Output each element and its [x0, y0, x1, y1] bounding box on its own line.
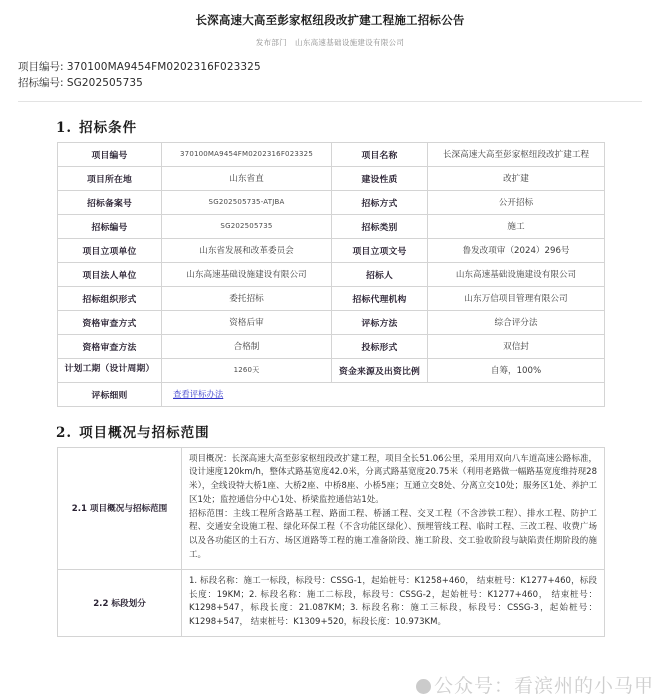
table-key-cell: 建设性质	[332, 166, 428, 190]
table-row	[58, 238, 605, 262]
header-divider	[18, 101, 642, 102]
lots-paragraph: 1. 标段名称：施工一标段，标段号：CSSG-1，起始桩号：K1258+460， 结束桩号：K1277+460，标段长度：19KM；2. 标段名称：施工二标段，标段号：CSSG-2，起始桩号：K1277+460， 结束桩号：K1298+547，标段长度：21.087KM；3. 标段名称：施工三标段，标段号：CSSG-3，起始桩号：K1298+547， 结束桩号：K1309+520，标段长度：10.973KM。	[189, 575, 597, 628]
table-key-cell: 招标备案号	[58, 190, 162, 214]
table-key-cell: 资格审查方法	[58, 334, 162, 358]
identifier-block	[18, 59, 660, 92]
table-row	[58, 286, 605, 310]
table-value-cell: 370100MA9454FM0202316F023325	[162, 142, 332, 166]
publisher-line	[0, 37, 660, 48]
table-key-cell: 项目名称	[332, 142, 428, 166]
table-key-cell: 招标编号	[58, 214, 162, 238]
view-evaluation-method-link[interactable]: 查看评标办法	[173, 389, 224, 400]
table-key-cell: 招标组织形式	[58, 286, 162, 310]
project-overview-paragraph: 项目概况：长深高速大高至彭家枢纽段改扩建工程，项目全长51.06公里，采用用双向八车道高速公路标准，设计速度120km/h，整体式路基宽度42.0米，分离式路基宽度20.75米（利用老路做一幅路基宽度维持现28米），全线设特大桥1座、大桥2座、中桥8座、小桥5座；互通立交8处、分离立交10处；服务区1处、养护工区1处；监控通信分中心1处、桥梁监控通信站1处。	[189, 453, 597, 505]
table-value-cell: 山东万信项目管理有限公司	[428, 286, 605, 310]
table-row	[58, 142, 605, 166]
section-2-number: 2.	[56, 424, 73, 441]
project-number-row	[18, 59, 660, 75]
evaluation-rules-label: 评标细则	[58, 382, 162, 406]
table-key-cell: 项目法人单位	[58, 262, 162, 286]
tender-number-row	[18, 75, 660, 91]
table-row	[58, 382, 605, 406]
table-row	[58, 569, 605, 636]
table-key-cell: 招标代理机构	[332, 286, 428, 310]
table-value-cell: 施工	[428, 214, 605, 238]
evaluation-rules-cell	[162, 382, 605, 406]
watermark	[416, 671, 654, 698]
table-value-cell: 双信封	[428, 334, 605, 358]
document-title: 长深高速大高至彭家枢纽段改扩建工程施工招标公告	[195, 13, 465, 27]
table-value-cell: 山东省直	[162, 166, 332, 190]
table-key-cell: 项目编号	[58, 142, 162, 166]
tender-conditions-table	[57, 142, 605, 407]
tender-number-value: SG202505735	[66, 77, 143, 90]
table-value-cell: 1260天	[162, 358, 332, 382]
table-value-cell: 合格制	[162, 334, 332, 358]
table-value-cell: 山东高速基础设施建设有限公司	[428, 262, 605, 286]
table-key-cell: 项目立项文号	[332, 238, 428, 262]
table-row	[58, 190, 605, 214]
table-row	[58, 166, 605, 190]
tender-number-label: 招标编号:	[18, 77, 64, 90]
lots-row-label: 2.2 标段划分	[58, 569, 182, 636]
table-row	[58, 334, 605, 358]
table-value-cell: 委托招标	[162, 286, 332, 310]
project-scope-table	[57, 447, 605, 637]
section-1-heading	[56, 116, 660, 136]
table-key-cell: 招标方式	[332, 190, 428, 214]
project-number-label: 项目编号:	[18, 61, 64, 74]
table-row	[58, 447, 605, 569]
table-value-cell: 资格后审	[162, 310, 332, 334]
table-value-cell: 山东省发展和改革委员会	[162, 238, 332, 262]
table-key-cell: 投标形式	[332, 334, 428, 358]
section-1-number: 1.	[56, 119, 73, 136]
table-value-cell: 综合评分法	[428, 310, 605, 334]
table-value-cell: 山东高速基础设施建设有限公司	[162, 262, 332, 286]
table-value-cell: 公开招标	[428, 190, 605, 214]
watermark-logo-icon	[416, 679, 431, 694]
publisher-name: 山东高速基础设施建设有限公司	[295, 38, 405, 48]
table-row	[58, 214, 605, 238]
table-key-cell: 项目所在地	[58, 166, 162, 190]
table-key-cell: 项目立项单位	[58, 238, 162, 262]
table-key-cell: 计划工期（设计周期）	[58, 358, 162, 382]
table-key-cell: 评标方法	[332, 310, 428, 334]
table-value-cell: 鲁发改项审（2024）296号	[428, 238, 605, 262]
project-number-value: 370100MA9454FM0202316F023325	[66, 61, 261, 74]
scope-row-content	[182, 447, 605, 569]
scope-row-label: 2.1 项目概况与招标范围	[58, 447, 182, 569]
table-row	[58, 310, 605, 334]
watermark-text: 公众号：看滨州的小马甲	[433, 675, 654, 697]
table-key-cell: 资金来源及出资比例	[332, 358, 428, 382]
table-row	[58, 358, 605, 382]
publisher-label: 发布部门	[255, 38, 287, 48]
table-value-cell: 自筹，100%	[428, 358, 605, 382]
table-value-cell: 长深高速大高至彭家枢纽段改扩建工程	[428, 142, 605, 166]
bidding-scope-paragraph: 招标范围：主线工程所含路基工程、路面工程、桥涵工程、交叉工程（不含涉铁工程）、排水工程、防护工程、交通安全设施工程、绿化环保工程（不含功能区绿化）、预埋管线工程、临时工程、三改工程、收费广场以及各功能区的土石方、场区道路等工程的施工准备阶段、施工阶段、交工验收阶段与缺陷责任期阶段的施工。	[189, 508, 597, 560]
table-value-cell: SG202505735-ATJBA	[162, 190, 332, 214]
table-key-cell: 招标类别	[332, 214, 428, 238]
section-2-title: 项目概况与招标范围	[79, 424, 210, 441]
section-1-title: 招标条件	[79, 119, 138, 136]
table-value-cell: SG202505735	[162, 214, 332, 238]
lots-row-content	[182, 569, 605, 636]
section-2-heading	[56, 421, 660, 441]
table-value-cell: 改扩建	[428, 166, 605, 190]
table-key-cell: 资格审查方式	[58, 310, 162, 334]
table-row	[58, 262, 605, 286]
table-key-cell: 招标人	[332, 262, 428, 286]
